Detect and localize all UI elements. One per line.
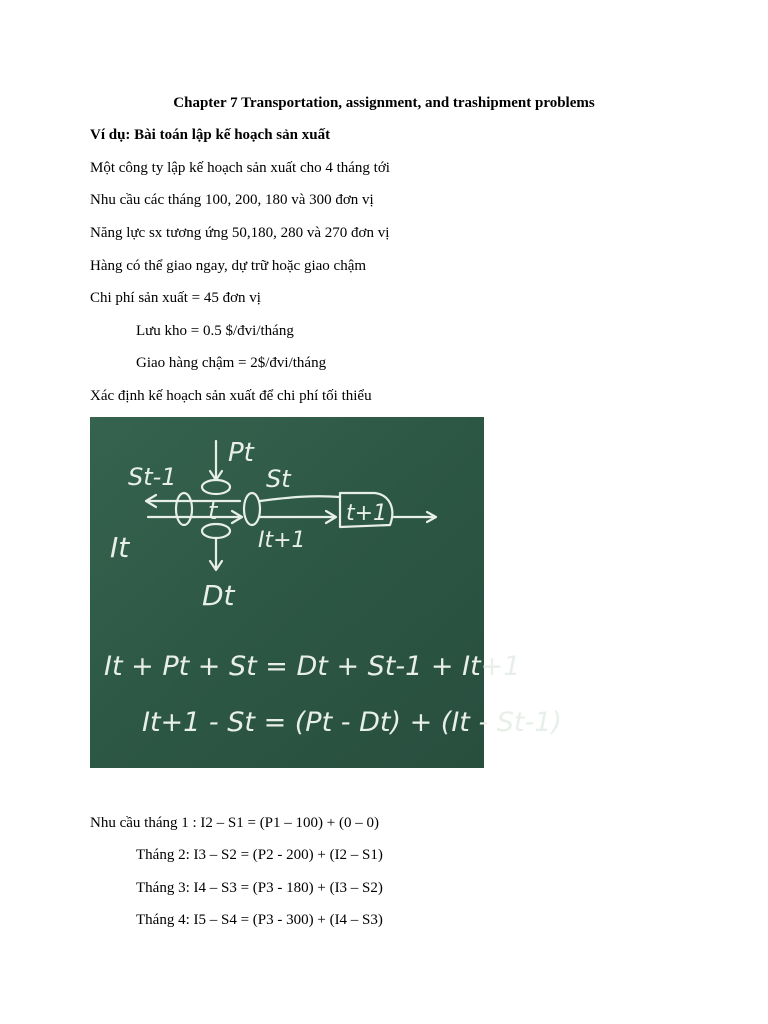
paragraph-5: Chi phí sản xuất = 45 đơn vị bbox=[90, 290, 261, 306]
paragraph-3: Năng lực sx tương ứng 50,180, 280 và 270 đơn vị bbox=[90, 225, 390, 241]
equation-2: It+1 - St = (Pt - Dt) + (It - St-1) bbox=[142, 707, 562, 738]
label-node-t: t bbox=[208, 497, 218, 525]
paragraph-2: Nhu cầu các tháng 100, 200, 180 và 300 đơn vị bbox=[90, 192, 374, 208]
late-delivery-cost: Giao hàng chậm = 2$/đvi/tháng bbox=[136, 355, 327, 371]
balance-month-2: Tháng 2: I3 – S2 = (P2 - 200) + (I2 – S1) bbox=[136, 847, 383, 863]
label-i-next: It+1 bbox=[258, 528, 306, 553]
blackboard-photo bbox=[90, 417, 562, 768]
label-s-t: St bbox=[266, 465, 291, 493]
paragraph-1: Một công ty lập kế hoạch sản xuất cho 4 tháng tới bbox=[90, 160, 390, 176]
storage-cost: Lưu kho = 0.5 $/đvi/tháng bbox=[136, 323, 294, 339]
chapter-title: Chapter 7 Transportation, assignment, and trashipment problems bbox=[173, 95, 595, 111]
paragraph-4: Hàng có thể giao ngay, dự trữ hoặc giao chậm bbox=[90, 258, 367, 274]
label-d-t: Dt bbox=[202, 579, 235, 612]
label-node-next: t+1 bbox=[346, 501, 388, 526]
label-p-t: Pt bbox=[228, 438, 254, 468]
balance-month-4: Tháng 4: I5 – S4 = (P3 - 300) + (I4 – S3) bbox=[136, 912, 383, 928]
example-heading: Ví dụ: Bài toán lập kế hoạch sản xuất bbox=[90, 127, 331, 143]
blackboard-drawing bbox=[90, 417, 562, 768]
equation-1: It + Pt + St = Dt + St-1 + It+1 bbox=[104, 651, 521, 682]
label-s-prev: St-1 bbox=[128, 463, 177, 491]
balance-month-1: Nhu cầu tháng 1 : I2 – S1 = (P1 – 100) + (0 – 0) bbox=[90, 815, 379, 831]
label-i-t: It bbox=[110, 531, 130, 564]
balance-month-3: Tháng 3: I4 – S3 = (P3 - 180) + (I3 – S2) bbox=[136, 880, 383, 896]
objective: Xác định kế hoạch sản xuất để chi phí tối thiểu bbox=[90, 388, 372, 404]
